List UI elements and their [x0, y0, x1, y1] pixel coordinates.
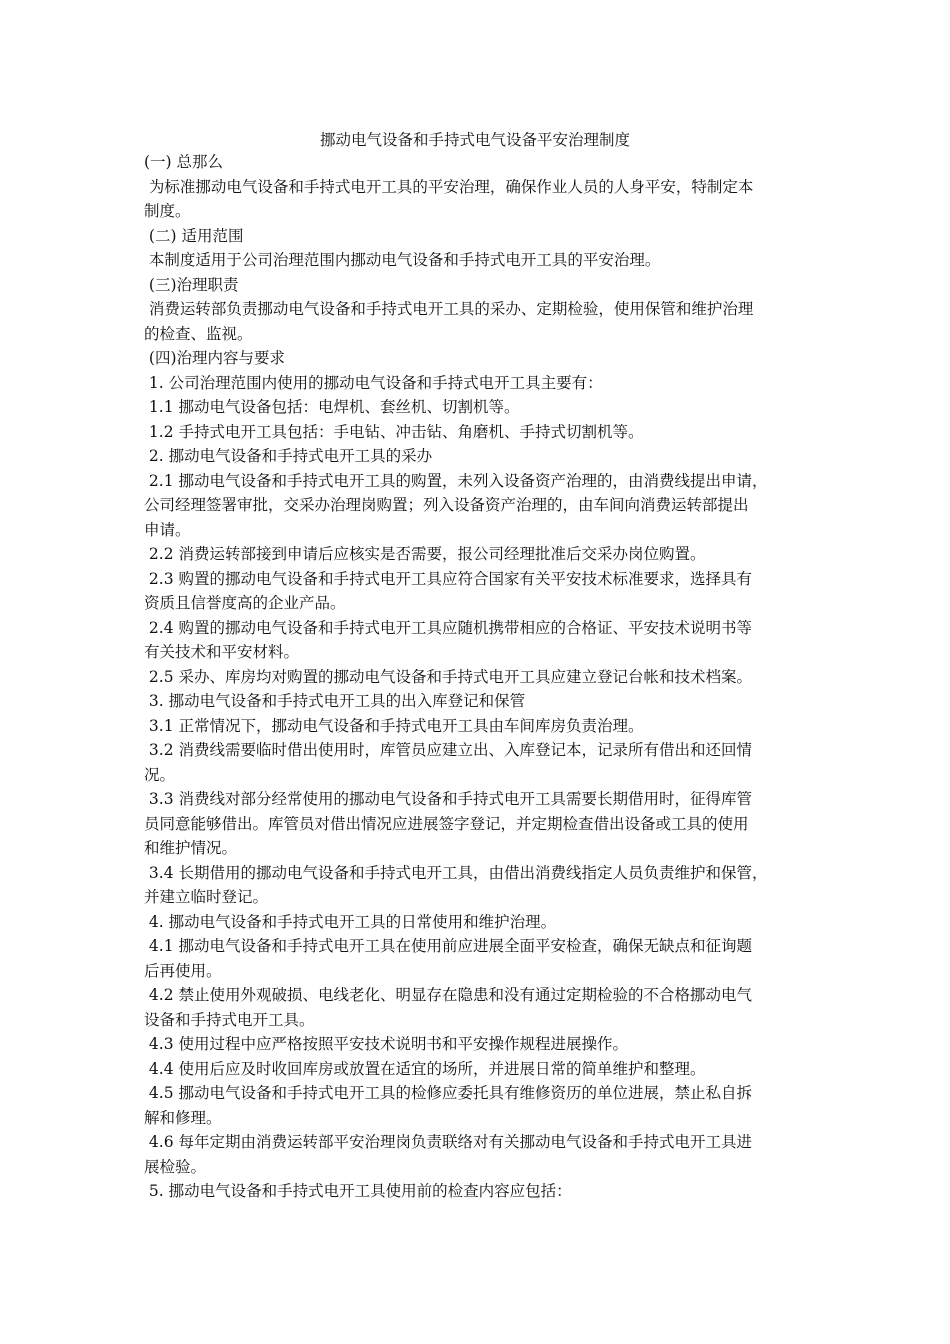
text-line: 解和修理。	[144, 1108, 222, 1127]
text-line: (四)治理内容与要求	[144, 349, 286, 367]
text-line: 2.1 挪动电气设备和手持式电开工具的购置，未列入设备资产治理的，由消费线提出申请，	[144, 471, 768, 490]
text-line: 5. 挪动电气设备和手持式电开工具使用前的检查内容应包括：	[144, 1182, 572, 1200]
text-line: 2.4 购置的挪动电气设备和手持式电开工具应随机携带相应的合格证、平安技术说明书等	[144, 618, 753, 637]
text-line: 资质且信誉度高的企业产品。	[144, 594, 346, 612]
text-line: 3.2 消费线需要临时借出使用时，库管员应建立出、入库登记本，记录所有借出和还回情	[144, 741, 753, 759]
text-line: 4. 挪动电气设备和手持式电开工具的日常使用和维护治理。	[144, 912, 557, 931]
text-line: 2. 挪动电气设备和手持式电开工具的采办	[144, 447, 433, 465]
text-line: 4.6 每年定期由消费运转部平安治理岗负责联络对有关挪动电气设备和手持式电开工具进	[144, 1133, 753, 1151]
text-line: 况。	[144, 765, 176, 784]
text-line: (一) 总那么	[144, 153, 224, 171]
text-line: 3.1 正常情况下，挪动电气设备和手持式电开工具由车间库房负责治理。	[144, 716, 644, 735]
text-line: 和维护情况。	[144, 839, 238, 857]
text-line: 后再使用。	[144, 961, 222, 980]
text-line: 展检验。	[144, 1157, 207, 1176]
document-body	[144, 150, 814, 1204]
text-line: 2.2 消费运转部接到申请后应核实是否需要，报公司经理批准后交采办岗位购置。	[144, 545, 706, 563]
text-line: 4.5 挪动电气设备和手持式电开工具的检修应委托具有维修资历的单位进展，禁止私自拆	[144, 1084, 753, 1102]
text-line: 2.3 购置的挪动电气设备和手持式电开工具应符合国家有关平安技术标准要求，选择具有	[144, 569, 753, 588]
text-line: 1.2 手持式电开工具包括：手电钻、冲击钻、角磨机、手持式切割机等。	[144, 422, 644, 441]
text-line: 4.4 使用后应及时收回库房或放置在适宜的场所，并进展日常的简单维护和整理。	[144, 1059, 706, 1078]
text-line: 4.1 挪动电气设备和手持式电开工具在使用前应进展全面平安检查，确保无缺点和征询题	[144, 937, 753, 955]
text-line: 4.3 使用过程中应严格按照平安技术说明书和平安操作规程进展操作。	[144, 1035, 629, 1053]
text-line: 有关技术和平安材料。	[144, 643, 300, 661]
text-line: (二) 适用范围	[144, 226, 244, 245]
text-line: 3.3 消费线对部分经常使用的挪动电气设备和手持式电开工具需要长期借用时，征得库管	[144, 790, 753, 808]
text-line: 消费运转部负责挪动电气设备和手持式电开工具的采办、定期检验，使用保管和维护治理	[144, 300, 754, 318]
text-line: 3.4 长期借用的挪动电气设备和手持式电开工具，由借出消费线指定人员负责维护和保管，	[144, 863, 768, 882]
text-line: 1. 公司治理范围内使用的挪动电气设备和手持式电开工具主要有：	[144, 373, 603, 392]
document-title: 挪动电气设备和手持式电气设备平安治理制度	[319, 131, 630, 149]
text-line: 4.2 禁止使用外观破损、电线老化、明显存在隐患和没有通过定期检验的不合格挪动电气	[144, 986, 753, 1004]
text-line: 3. 挪动电气设备和手持式电开工具的出入库登记和保管	[144, 692, 526, 710]
text-line: 申请。	[144, 520, 191, 539]
text-line: 设备和手持式电开工具。	[144, 1010, 315, 1029]
text-line: 的检查、监视。	[144, 324, 253, 343]
text-line: 2.5 采办、库房均对购置的挪动电气设备和手持式电开工具应建立登记台帐和技术档案。	[144, 667, 753, 686]
text-line: 制度。	[144, 202, 191, 220]
text-line: 本制度适用于公司治理范围内挪动电气设备和手持式电开工具的平安治理。	[144, 251, 661, 269]
text-line: 并建立临时登记。	[144, 888, 269, 906]
text-line: 公司经理签署审批，交采办治理岗购置；列入设备资产治理的，由车间向消费运转部提出	[144, 496, 749, 514]
text-line: (三)治理职责	[144, 275, 239, 294]
text-line: 为标准挪动电气设备和手持式电开工具的平安治理，确保作业人员的人身平安，特制定本	[144, 177, 754, 196]
text-line: 1.1 挪动电气设备包括：电焊机、套丝机、切割机等。	[144, 398, 520, 416]
text-line: 员同意能够借出。库管员对借出情况应进展签字登记，并定期检查借出设备或工具的使用	[144, 814, 749, 833]
